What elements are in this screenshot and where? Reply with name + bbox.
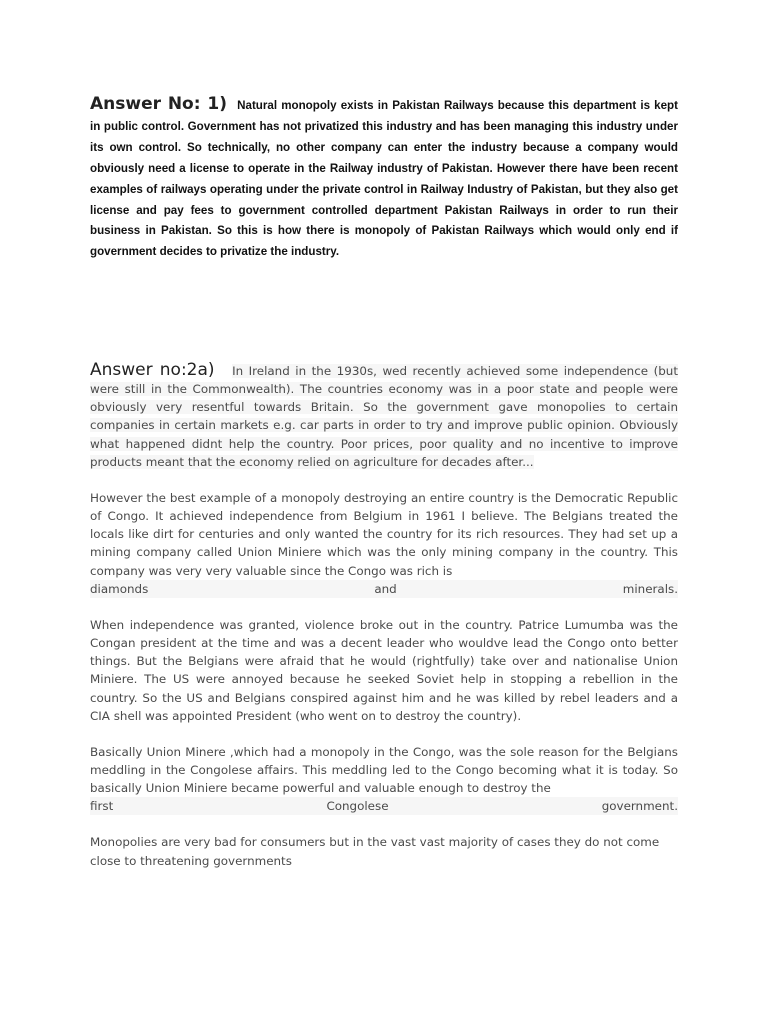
answer-2a-section	[90, 360, 678, 870]
answer-2a-p1-text: In Ireland in the 1930s, wed recently achieved some independence (but were still in the Commonwealth). The countries economy was in a poor state and people were obviously very resentful towards Britain. So the government gave monopolies to certain companies in certain markets e.g. car parts in order to try and improve public opinion. Obviously what happened didnt help the country. Poor prices, poor quality and no incentive to improve products meant that the economy relied on agriculture for decades after...	[90, 364, 678, 469]
answer-2a-paragraph-3: When independence was granted, violence broke out in the country. Patrice Lumumba was the Congan president at the time and was a decent leader who wouldve lead the Congo onto better things. But the Belgians were afraid that he would (rightfully) take over and nationalise Union Miniere. The US were annoyed because he seeked Soviet help in stopping a rebellion in the country. So the US and Belgians conspired against him and he was killed by rebel leaders and a CIA shell was appointed President (who went on to destroy the country).	[90, 617, 678, 723]
answer-1-heading: Answer No: 1)	[90, 94, 227, 114]
answer-2a-paragraph-5: Monopolies are very bad for consumers but in the vast vast majority of cases they do not come close to threatening governments	[90, 835, 660, 868]
answer-2a-p4-last-line	[90, 797, 678, 815]
answer-1-section	[90, 94, 678, 263]
answer-2a-p2-last-line	[90, 580, 678, 598]
answer-2a-p4-text: Basically Union Minere ,which had a monopoly in the Congo, was the sole reason for the Belgians meddling in the Congolese affairs. This meddling led to the Congo becoming what it is today. So basically Union Miniere became powerful and valuable enough to destroy the	[90, 744, 678, 796]
p2-word-2: and	[374, 581, 397, 596]
answer-2a-p2-text: However the best example of a monopoly destroying an entire country is the Democratic Republic of Congo. It achieved independence from Belgium in 1961 I believe. The Belgians treated the locals like dirt for centuries and only wanted the country for its rich resources. They had set up a mining company called Union Miniere which was the only mining company in the country. This company was very very valuable since the Congo was rich is	[90, 490, 678, 578]
p4-word-3: government.	[601, 799, 678, 814]
answer-1-text: Natural monopoly exists in Pakistan Railways because this department is kept in public control. Government has not privatized this industry and has been managing this industry under its own control. So technically, no other company can enter the industry because a company would obviously need a license to operate in the Railway industry of Pakistan. However there have been recent examples of railways operating under the private control in Railway Industry of Pakistan, but they also get license and pay fees to government controlled department Pakistan Railways in order to run their business in Pakistan. So this is how there is monopoly of Pakistan Railways which would only end if government decides to privatize the industry.	[90, 99, 678, 259]
answer-2a-paragraph-1	[90, 360, 678, 471]
p4-word-2: Congolese	[326, 799, 389, 814]
p2-word-3: minerals.	[622, 581, 678, 596]
answer-2a-heading: Answer no:2a)	[90, 360, 215, 380]
answer-1-paragraph	[90, 94, 678, 263]
p2-word-1: diamonds	[90, 581, 149, 596]
p4-word-1: first	[90, 799, 114, 814]
answer-2a-paragraph-4	[90, 743, 678, 816]
answer-2a-paragraph-2	[90, 489, 678, 598]
